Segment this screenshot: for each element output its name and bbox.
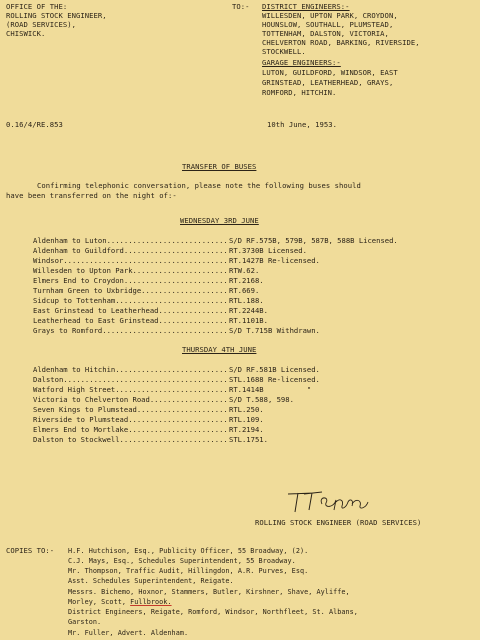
copies-line: Messrs. Bichemo, Hoxnor, Stammers, Butler, Kirshner, Shave, Ayliffe, bbox=[68, 588, 350, 596]
copies-label: COPIES TO:- bbox=[6, 546, 55, 555]
intro-line-1: Confirming telephonic conversation, please note the following buses should bbox=[37, 181, 361, 190]
memo-date: 10th June, 1953. bbox=[267, 120, 338, 129]
to-line-7: GARAGE ENGINEERS:- bbox=[262, 58, 341, 67]
transfer-detail: RTL.109. bbox=[229, 415, 264, 424]
transfer-route: Aldenham to Guildford........................ bbox=[33, 246, 228, 255]
transfer-detail: RT.1101B. bbox=[229, 316, 268, 325]
copies-line: Mr. Fuller, Advert. Aldenham. bbox=[68, 629, 189, 637]
transfer-row bbox=[33, 385, 453, 395]
copies-line: District Engineers, Reigate, Romford, Windsor, Northfleet, St. Albans, bbox=[68, 608, 358, 616]
from-line-4: CHISWICK. bbox=[6, 29, 46, 38]
transfer-detail: RT.2194. bbox=[229, 425, 264, 434]
copies-line: Mr. Thompson, Traffic Audit, Hillingdon, A.R. Purves, Esq. bbox=[68, 567, 309, 575]
reference-number: 0.16/4/RE.853 bbox=[6, 120, 63, 129]
transfer-detail: STL.1688 Re-licensed. bbox=[229, 375, 320, 384]
transfer-detail: S/D T.588, 598. bbox=[229, 395, 294, 404]
memo-title: TRANSFER OF BUSES bbox=[182, 162, 257, 171]
transfer-route: Leatherhead to East Grinstead................ bbox=[33, 316, 228, 325]
transfer-row bbox=[33, 306, 453, 316]
copies-line: C.J. Mays, Esq., Schedules Superintendent, 55 Broadway. bbox=[68, 557, 296, 565]
section-heading-thursday: THURSDAY 4TH JUNE bbox=[182, 345, 257, 354]
transfer-detail: RT.2168. bbox=[229, 276, 264, 285]
transfer-row bbox=[33, 256, 453, 266]
to-line-4: TOTTENHAM, DALSTON, VICTORIA, bbox=[262, 29, 389, 38]
transfer-route: Windsor...................................... bbox=[33, 256, 228, 265]
to-line-3: HOUNSLOW, SOUTHALL, PLUMSTEAD, bbox=[262, 20, 394, 29]
transfer-detail: RTL.188. bbox=[229, 296, 264, 305]
to-label: TO:- bbox=[232, 2, 250, 11]
transfer-row bbox=[33, 286, 453, 296]
transfer-detail: STL.1751. bbox=[229, 435, 268, 444]
transfer-detail: RTW.62. bbox=[229, 266, 260, 275]
copies-line-prefix: Morley, Scott, bbox=[68, 598, 131, 606]
signature-title: ROLLING STOCK ENGINEER (ROAD SERVICES) bbox=[255, 518, 422, 527]
transfer-row bbox=[33, 236, 453, 246]
transfer-row bbox=[33, 266, 453, 276]
to-line-5: CHELVERTON ROAD, BARKING, RIVERSIDE, bbox=[262, 38, 420, 47]
from-line-2: ROLLING STOCK ENGINEER, bbox=[6, 11, 107, 20]
transfer-row bbox=[33, 375, 453, 385]
transfer-route: Aldenham to Hitchin.......................... bbox=[33, 365, 228, 374]
copies-line: Asst. Schedules Superintendent, Reigate. bbox=[68, 577, 234, 585]
to-line-9: GRINSTEAD, LEATHERHEAD, GRAYS, bbox=[262, 78, 394, 87]
transfer-route: Aldenham to Luton............................ bbox=[33, 236, 228, 245]
section-heading-wednesday: WEDNESDAY 3RD JUNE bbox=[180, 216, 259, 225]
transfer-row bbox=[33, 395, 453, 405]
transfer-route: Willesden to Upton Park...................... bbox=[33, 266, 228, 275]
handwritten-signature bbox=[284, 488, 372, 518]
transfer-detail: RTL.250. bbox=[229, 405, 264, 414]
transfer-row bbox=[33, 296, 453, 306]
transfer-row bbox=[33, 365, 453, 375]
transfer-detail: S/D T.715B Withdrawn. bbox=[229, 326, 320, 335]
transfer-route: Grays to Romford............................. bbox=[33, 326, 228, 335]
transfer-detail: S/D RF.575B, 579B, 587B, 588B Licensed. bbox=[229, 236, 398, 245]
transfer-route: Dalston to Stockwell......................... bbox=[33, 435, 228, 444]
to-line-1: DISTRICT ENGINEERS:- bbox=[262, 2, 350, 11]
transfer-detail: RT.669. bbox=[229, 286, 260, 295]
intro-line-2: have been transferred on the night of:- bbox=[6, 191, 177, 200]
copies-line: H.F. Hutchison, Esq., Publicity Officer, 55 Broadway, (2). bbox=[68, 547, 309, 555]
to-line-10: ROMFORD, HITCHIN. bbox=[262, 88, 337, 97]
transfer-detail: RT.1414B " bbox=[229, 385, 312, 394]
transfer-route: Seven Kings to Plumstead..................... bbox=[33, 405, 228, 414]
transfer-row bbox=[33, 316, 453, 326]
transfer-row bbox=[33, 246, 453, 256]
transfer-route: East Grinstead to Leatherhead................ bbox=[33, 306, 228, 315]
transfer-route: Sidcup to Tottenham.......................... bbox=[33, 296, 228, 305]
transfer-detail: RT.3730B Licensed. bbox=[229, 246, 307, 255]
from-line-1: OFFICE OF THE: bbox=[6, 2, 68, 11]
transfer-route: Dalston...................................... bbox=[33, 375, 228, 384]
transfer-detail: RT.1427B Re-licensed. bbox=[229, 256, 320, 265]
transfer-route: Victoria to Chelverton Road.................. bbox=[33, 395, 228, 404]
to-line-2: WILLESDEN, UPTON PARK, CROYDON, bbox=[262, 11, 398, 20]
transfer-route: Watford High Street.......................... bbox=[33, 385, 228, 394]
to-line-8: LUTON, GUILDFORD, WINDSOR, EAST bbox=[262, 68, 398, 77]
copies-underlined-name: Fullbrook. bbox=[130, 598, 172, 606]
transfer-row bbox=[33, 435, 453, 445]
copies-line: Garston. bbox=[68, 618, 102, 626]
transfer-detail: RT.2244B. bbox=[229, 306, 268, 315]
to-line-6: STOCKWELL. bbox=[262, 47, 306, 56]
copies-line bbox=[68, 597, 172, 607]
transfer-route: Elmers End to Mortlake....................... bbox=[33, 425, 228, 434]
from-line-3: (ROAD SERVICES), bbox=[6, 20, 77, 29]
transfer-route: Elmers End to Croydon........................ bbox=[33, 276, 228, 285]
transfer-route: Riverside to Plumstead....................... bbox=[33, 415, 228, 424]
transfer-route: Turnham Green to Uxbridge.................... bbox=[33, 286, 228, 295]
transfer-row bbox=[33, 276, 453, 286]
transfer-row bbox=[33, 405, 453, 415]
transfer-row bbox=[33, 415, 453, 425]
transfer-row bbox=[33, 425, 453, 435]
transfer-detail: S/D RF.581B Licensed. bbox=[229, 365, 320, 374]
transfer-row bbox=[33, 326, 453, 336]
